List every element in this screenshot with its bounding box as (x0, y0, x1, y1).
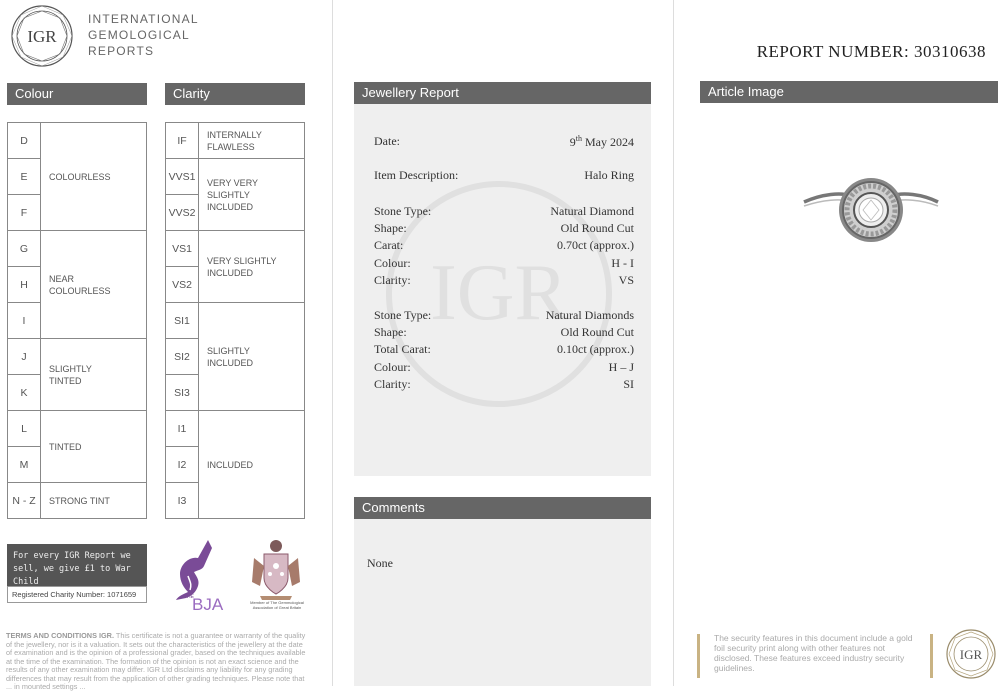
org-name (88, 11, 199, 59)
bja-text: BJA (192, 595, 224, 614)
colour-group: NEAR COLOURLESS (41, 231, 147, 339)
org-line2: GEMOLOGICAL (88, 28, 190, 42)
colour-code: H (8, 267, 41, 303)
colour-group: SLIGHTLY TINTED (41, 339, 147, 411)
gold-foil-bar-left (697, 634, 700, 678)
colour-code: E (8, 159, 41, 195)
clarity-code: I1 (166, 411, 199, 447)
clarity-group: INCLUDED (199, 411, 305, 519)
colour-group: COLOURLESS (41, 123, 147, 231)
svg-text:THE: THE (184, 594, 194, 600)
description-label: Item Description: (374, 168, 459, 182)
clarity-group: VERY SLIGHTLY INCLUDED (199, 231, 305, 303)
clarity-group: INTERNALLY FLAWLESS (199, 123, 305, 159)
colour-code: F (8, 195, 41, 231)
colour-group: STRONG TINT (41, 483, 147, 519)
charity-box (7, 544, 147, 604)
charity-text: For every IGR Report we sell, we give £1 to War Child (7, 544, 147, 586)
colour-grade-table (7, 122, 147, 519)
clarity-code: VS1 (166, 231, 199, 267)
org-line3: REPORTS (88, 44, 155, 58)
bja-unicorn-logo-icon (168, 536, 238, 614)
terms-and-conditions (6, 632, 306, 692)
crest-caption: Member of The Gemmological Association of Great Britain (250, 600, 304, 610)
colour-code: M (8, 447, 41, 483)
article-image-header: Article Image (700, 81, 998, 103)
clarity-code: SI2 (166, 339, 199, 375)
date-value: 9th May 2024 (569, 134, 634, 149)
clarity-code: SI1 (166, 303, 199, 339)
clarity-group: VERY VERY SLIGHTLY INCLUDED (199, 159, 305, 231)
middle-panel (334, 0, 674, 686)
clarity-group: SLIGHTLY INCLUDED (199, 303, 305, 411)
description-value: Halo Ring (584, 168, 634, 182)
jewellery-report-box: IGR Date: 9th May 2024 Item Description: Halo Ring Stone Type: Natural Diamond Shape: Old Round Cut Carat: 0.70ct (approx.) Colour: H - I Clarity: VS Stone Type: Natural Diamonds Shape: Old Round Cut Total Carat: 0.10ct (approx.) Colour: H – J Clarity: SI (354, 104, 651, 476)
right-panel (676, 0, 1000, 686)
clarity-header: Clarity (165, 83, 305, 105)
clarity-code: IF (166, 123, 199, 159)
colour-code: N - Z (8, 483, 41, 519)
comments-text: None (367, 556, 393, 570)
terms-label: TERMS AND CONDITIONS IGR. (6, 631, 114, 640)
jewellery-report-header: Jewellery Report (354, 82, 651, 104)
colour-code: L (8, 411, 41, 447)
report-number: REPORT NUMBER: 30310638 (756, 42, 986, 61)
igr-logo-icon (10, 4, 74, 68)
gold-foil-bar-right (930, 634, 933, 678)
colour-code: D (8, 123, 41, 159)
clarity-grade-table (165, 122, 305, 519)
colour-group: TINTED (41, 411, 147, 483)
svg-text:IGR: IGR (430, 249, 568, 337)
logo-text: IGR (27, 27, 57, 46)
halo-ring-image (802, 172, 940, 248)
igr-seal-icon (945, 628, 997, 680)
clarity-code: I2 (166, 447, 199, 483)
clarity-code: VVS1 (166, 159, 199, 195)
clarity-code: VVS2 (166, 195, 199, 231)
charity-number: Registered Charity Number: 1071659 (7, 586, 147, 603)
colour-code: G (8, 231, 41, 267)
igr-watermark-icon (384, 144, 614, 444)
colour-header: Colour (7, 83, 147, 105)
svg-text:IGR: IGR (959, 647, 983, 662)
colour-code: K (8, 375, 41, 411)
clarity-code: VS2 (166, 267, 199, 303)
colour-code: I (8, 303, 41, 339)
comments-header: Comments (354, 497, 651, 519)
clarity-code: I3 (166, 483, 199, 519)
terms-text: This certificate is not a guarantee or warranty of the quality of the jewellery, nor is it a valuation. It sets out the characteristics of the jewellery at the date of examination and is the opinion of a professional grader, based on the techniques available at the time of the examination. The formation of the opinion is not an exact science and the results of any other examination may differ. IGR Ltd disclaims any liability for any grading differences that may result from the application of other grading techniques. Please note that ... in mounted settings ... (6, 631, 306, 691)
date-label: Date: (374, 134, 400, 148)
left-panel (0, 0, 333, 691)
clarity-code: SI3 (166, 375, 199, 411)
comments-box (354, 519, 651, 686)
org-line1: INTERNATIONAL (88, 12, 199, 26)
security-note: The security features in this document include a gold foil security print along with other features not disclosed. These features exceed industry security guidelines. (714, 633, 913, 673)
colour-code: J (8, 339, 41, 375)
